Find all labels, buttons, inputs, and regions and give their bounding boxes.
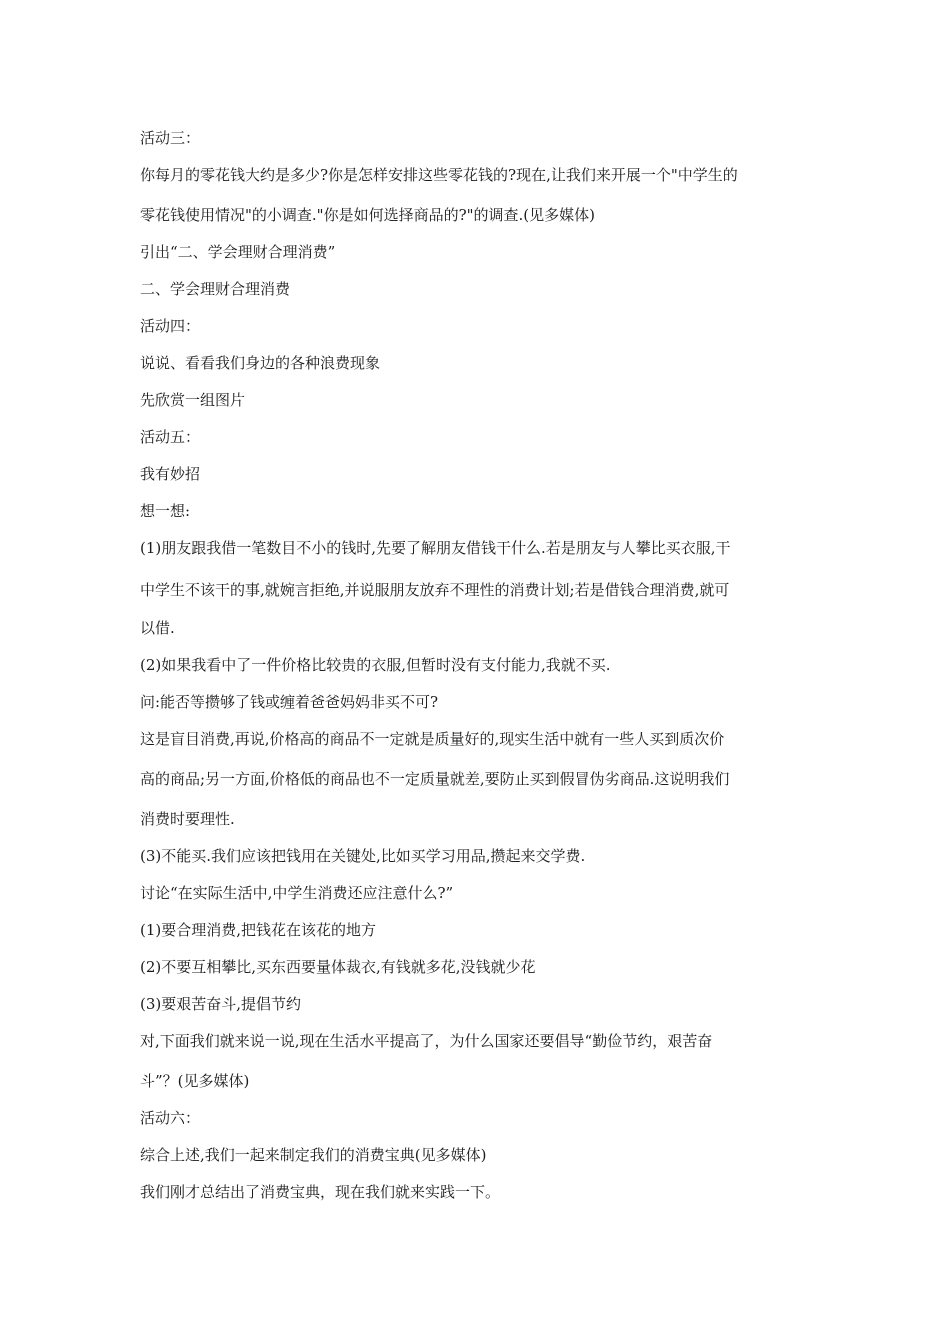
paragraph-line: 以借.	[140, 619, 175, 637]
paragraph-line: 说说、看看我们身边的各种浪费现象	[140, 354, 381, 372]
paragraph-line: 先欣赏一组图片	[140, 391, 246, 409]
paragraph-line: (2)如果我看中了一件价格比较贵的衣服,但暂时没有支付能力,我就不买.	[140, 656, 611, 674]
paragraph-line: 消费时要理性.	[140, 810, 235, 828]
paragraph-line: 零花钱使用情况"的小调查."你是如何选择商品的?"的调查.(见多媒体)	[140, 206, 595, 224]
heading-activity-4: 活动四：	[140, 317, 201, 335]
paragraph-line: 想一想:	[140, 502, 191, 520]
paragraph-line: 综合上述,我们一起来制定我们的消费宝典(见多媒体)	[140, 1146, 487, 1164]
paragraph-line: 对,下面我们就来说一说,现在生活水平提高了，为什么国家还要倡导“勤俭节约，艰苦奋	[140, 1032, 713, 1050]
paragraph-line: 你每月的零花钱大约是多少?你是怎样安排这些零花钱的?现在,让我们来开展一个"中学生的	[140, 166, 738, 184]
paragraph-line: 高的商品;另一方面,价格低的商品也不一定质量就差,要防止买到假冒伪劣商品.这说明我们	[140, 770, 730, 788]
list-item: (2)不要互相攀比,买东西要量体裁衣,有钱就多花,没钱就少花	[140, 958, 536, 976]
heading-activity-6: 活动六：	[140, 1109, 201, 1127]
heading-activity-5: 活动五：	[140, 428, 201, 446]
list-item: (1)要合理消费,把钱花在该花的地方	[140, 921, 377, 939]
paragraph-line: 引出“二、学会理财合理消费”	[140, 243, 336, 261]
paragraph-line: 中学生不该干的事,就婉言拒绝,并说服朋友放弃不理性的消费计划;若是借钱合理消费,就可	[140, 581, 730, 599]
question-line: 问:能否等攒够了钱或缠着爸爸妈妈非买不可?	[140, 693, 439, 711]
heading-activity-3: 活动三：	[140, 129, 201, 147]
section-heading: 二、学会理财合理消费	[140, 280, 291, 298]
paragraph-line: 我们刚才总结出了消费宝典，现在我们就来实践一下。	[140, 1183, 501, 1201]
paragraph-line: (1)朋友跟我借一笔数目不小的钱时,先要了解朋友借钱干什么.若是朋友与人攀比买衣服,干	[140, 539, 731, 557]
paragraph-line: 这是盲目消费,再说,价格高的商品不一定就是质量好的,现实生活中就有一些人买到质次价	[140, 730, 725, 748]
paragraph-line: 斗”？(见多媒体)	[140, 1072, 250, 1090]
list-item: (3)要艰苦奋斗,提倡节约	[140, 995, 302, 1013]
paragraph-line: (3)不能买.我们应该把钱用在关键处,比如买学习用品,攒起来交学费.	[140, 847, 586, 865]
paragraph-line: 我有妙招	[140, 465, 201, 483]
discussion-line: 讨论“在实际生活中,中学生消费还应注意什么?”	[140, 884, 454, 902]
document-body	[140, 120, 820, 1211]
